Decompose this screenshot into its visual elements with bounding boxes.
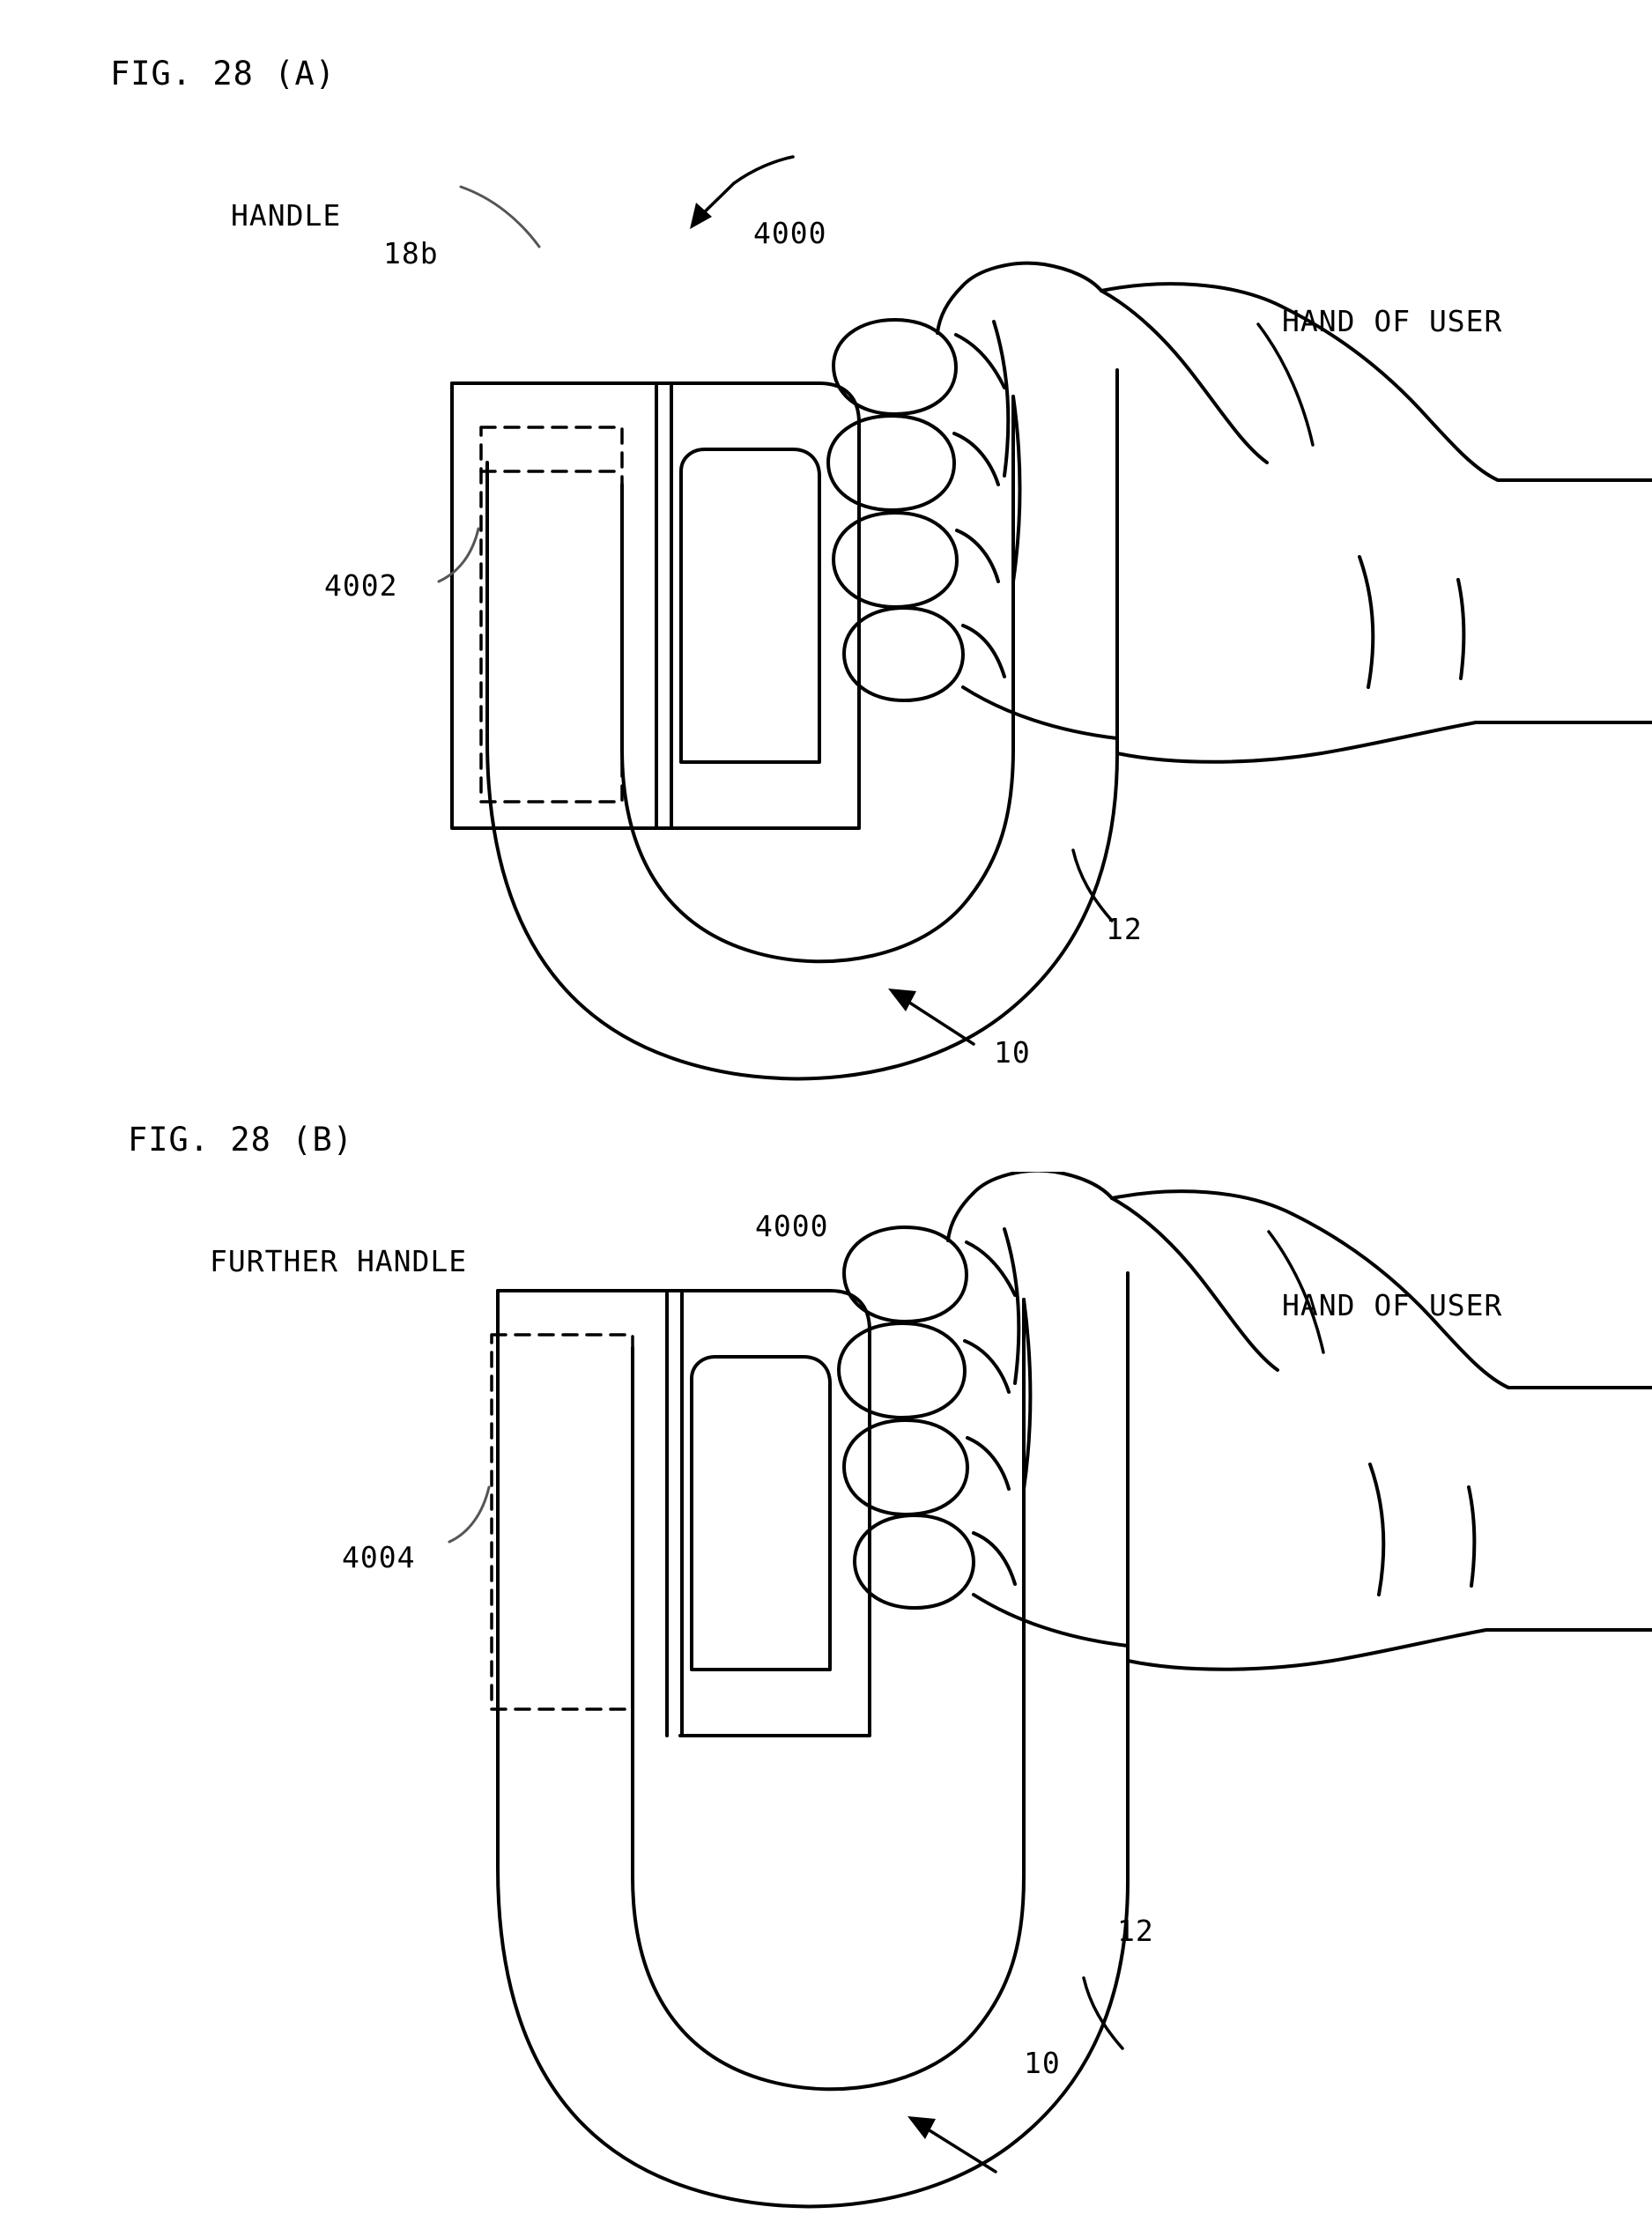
figure-a-drawing (0, 106, 1652, 1251)
ref-12-label-a: 12 (1106, 912, 1143, 946)
ref-12-label-b: 12 (1117, 1914, 1154, 1948)
ref-4000-label-b: 4000 (755, 1209, 829, 1243)
ref-10-label-a: 10 (994, 1035, 1031, 1070)
ref-10-label-b: 10 (1024, 2046, 1061, 2080)
handle-label: HANDLE (231, 198, 342, 233)
figure-b-drawing (0, 1172, 1652, 2229)
hand-of-user-label-a: HAND OF USER (1282, 304, 1503, 338)
figure-b-label: FIG. 28 (B) (128, 1121, 354, 1159)
ref-4002-label: 4002 (324, 568, 398, 603)
ref-4000-label-a: 4000 (753, 216, 827, 250)
ref-18b-label: 18b (383, 236, 439, 270)
further-handle-label: FURTHER HANDLE (210, 1244, 468, 1278)
figure-a-label: FIG. 28 (A) (110, 55, 337, 93)
ref-4004-label: 4004 (342, 1540, 416, 1574)
hand-of-user-label-b: HAND OF USER (1282, 1288, 1503, 1322)
